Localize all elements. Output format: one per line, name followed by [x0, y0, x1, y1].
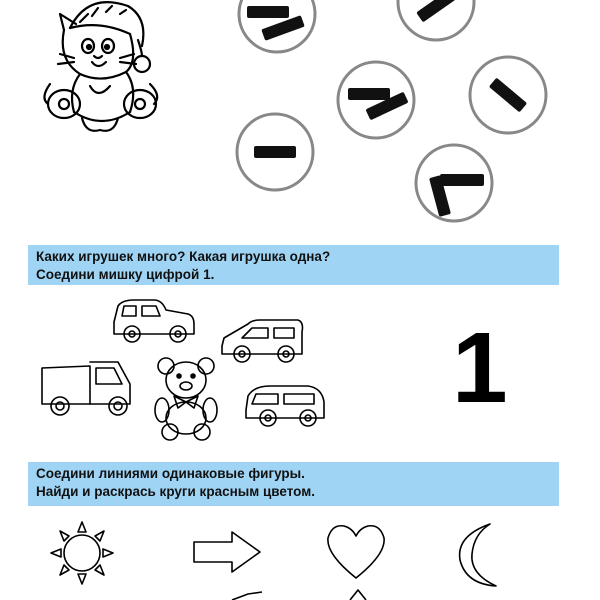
- heart-icon[interactable]: [328, 526, 384, 578]
- domino-mark: [247, 6, 289, 18]
- domino-mark: [348, 88, 390, 100]
- digit-one[interactable]: 1: [452, 312, 508, 424]
- toy-truck[interactable]: [42, 362, 130, 415]
- domino-mark: [440, 174, 484, 186]
- task-line: Найди и раскрась круги красным цветом.: [36, 484, 315, 499]
- toy-car-hatchback[interactable]: [246, 386, 324, 426]
- toy-car-jeep[interactable]: [114, 300, 194, 342]
- domino-circles-area: [0, 0, 600, 230]
- toy-teddy-bear[interactable]: [155, 358, 217, 440]
- task-banner-shapes: [28, 462, 559, 506]
- domino-mark: [254, 146, 296, 158]
- task-line: Каких игрушек много? Какая игрушка одна?: [36, 249, 331, 264]
- shapes-row: [0, 508, 600, 600]
- task-line: Соедини линиями одинаковые фигуры.: [36, 466, 305, 481]
- task-banner-toys: [28, 245, 559, 285]
- moon-icon[interactable]: [460, 524, 496, 586]
- partial-shape: [232, 592, 262, 600]
- sun-icon[interactable]: [51, 522, 113, 584]
- partial-shape: [350, 590, 366, 600]
- task-line: Соедини мишку цифрой 1.: [36, 267, 215, 282]
- toy-car-van[interactable]: [222, 320, 303, 362]
- toys-illustration: [38, 292, 338, 442]
- arrow-icon[interactable]: [194, 532, 260, 572]
